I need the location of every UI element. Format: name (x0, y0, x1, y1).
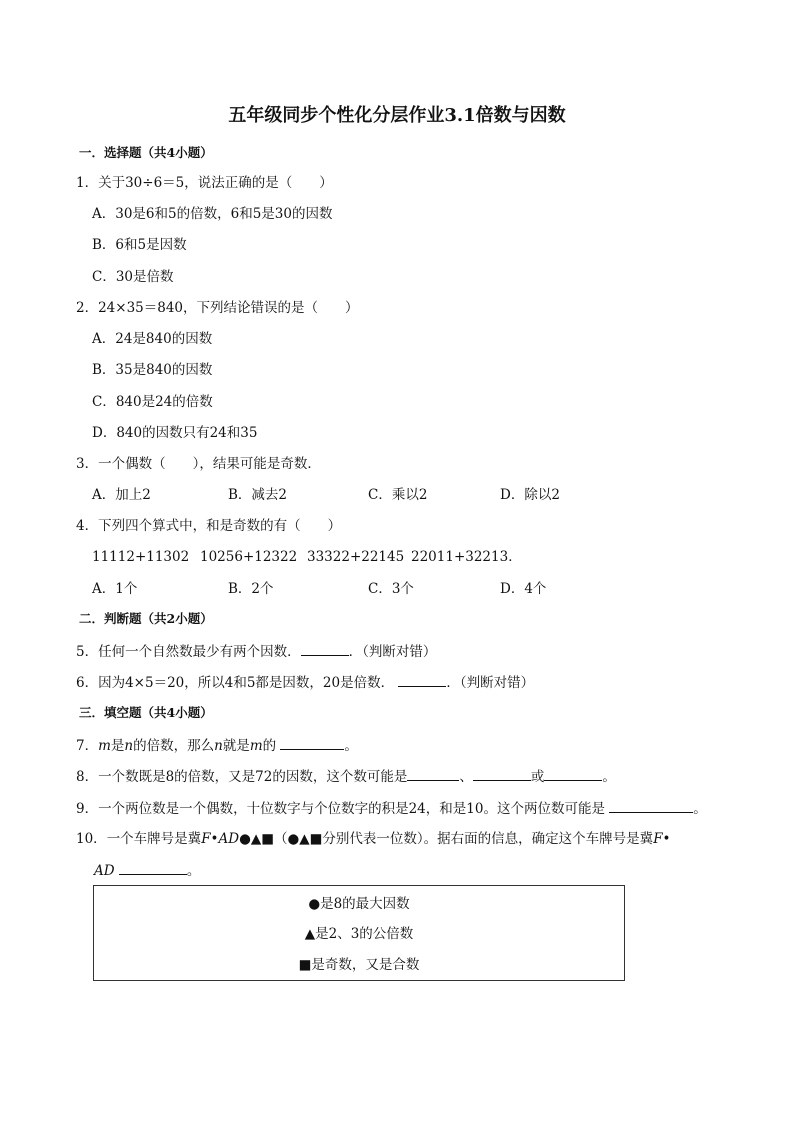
question-4-expression: 33322+22145 (307, 549, 405, 565)
question-2-option-d: D．840的因数只有24和35 (92, 425, 258, 441)
question-10-text: ●▲■（●▲■分别代表一位数）。据右面的信息，确定这个车牌号是冀 (239, 831, 654, 847)
answer-blank[interactable] (609, 798, 693, 813)
answer-blank[interactable] (280, 735, 344, 750)
question-2-stem: 2．24×35＝840，下列结论错误的是（ ） (76, 300, 359, 316)
page-title: 五年级同步个性化分层作业3.1倍数与因数 (228, 105, 566, 126)
question-7 (76, 735, 358, 756)
question-4-option-c: C．3个 (368, 581, 414, 597)
question-1-option-c: C．30是倍数 (92, 269, 174, 285)
question-1-option-a: A．30是6和5的倍数，6和5是30的因数 (92, 206, 333, 222)
question-8 (76, 766, 616, 787)
question-4-expression: 22011+32213． (411, 549, 522, 565)
question-3-option-b: B．减去2 (228, 487, 288, 503)
variable-m: m (98, 738, 111, 754)
clue-square: ■是奇数，又是合数 (298, 957, 420, 973)
clue-box (93, 885, 625, 981)
question-7-text: 是 (110, 738, 125, 754)
section-heading-fill-in: 三．填空题（共4小题） (79, 705, 213, 720)
question-7-number: 7． (76, 738, 99, 754)
question-10-number: 10． (76, 831, 107, 847)
question-7-text: 的倍数，那么 (133, 738, 215, 754)
question-8-end: 。 (602, 769, 616, 785)
question-1-option-b: B．6和5是因数 (92, 237, 187, 253)
question-7-text: 的 (262, 738, 277, 754)
variable-n: n (214, 738, 223, 754)
question-7-text: 就是 (222, 738, 250, 754)
question-9-text: 9．一个两位数是一个偶数，十位数字与个位数字的积是24，和是10。这个两位数可能是 (76, 801, 605, 817)
question-9 (76, 798, 707, 819)
question-6-text: 6．因为4×5＝20，所以4和5都是因数，20是倍数． (76, 675, 395, 691)
question-10-text: 一个车牌号是冀 (106, 831, 202, 847)
question-4-stem: 4．下列四个算式中，和是奇数的有（ ） (76, 518, 342, 534)
question-9-end: 。 (693, 801, 707, 817)
question-4-option-a: A．1个 (92, 581, 138, 597)
variable-n: n (124, 738, 134, 754)
section-heading-judgement: 二．判断题（共2小题） (79, 611, 213, 626)
plate-prefix: AD (94, 863, 115, 879)
question-4-expression: 11112+11302 (92, 549, 190, 565)
question-8-text: 8．一个数既是8的倍数，又是72的因数，这个数可能是 (76, 769, 408, 785)
variable-m: m (249, 738, 263, 754)
clue-triangle: ▲是2、3的公倍数 (304, 926, 414, 942)
answer-blank[interactable] (119, 860, 187, 875)
question-4-option-b: B．2个 (228, 581, 274, 597)
question-3-stem: 3．一个偶数（ ），结果可能是奇数． (76, 456, 321, 472)
separator: 或 (530, 769, 545, 785)
question-4-option-d: D．4个 (500, 581, 547, 597)
separator: 、 (459, 769, 473, 785)
question-7-end: 。 (344, 738, 358, 754)
plate-prefix: F• (653, 831, 671, 847)
question-2-option-c: C．840是24的倍数 (92, 394, 213, 410)
question-6 (76, 672, 534, 693)
question-1-stem: 1．关于30÷6＝5，说法正确的是（ ） (76, 175, 333, 191)
answer-blank[interactable] (398, 672, 446, 687)
question-6-suffix: ．（判断对错） (446, 675, 535, 691)
question-5 (76, 641, 436, 662)
answer-blank[interactable] (301, 641, 349, 656)
question-4-expression: 10256+12322 (200, 549, 298, 565)
plate-prefix: F•AD (201, 831, 240, 847)
answer-blank[interactable] (407, 766, 459, 781)
question-5-suffix: ．（判断对错） (348, 644, 437, 660)
question-3-option-a: A．加上2 (92, 487, 151, 503)
question-10 (76, 829, 671, 849)
question-10-continued (94, 860, 200, 881)
question-3-option-c: C．乘以2 (368, 487, 428, 503)
question-2-option-b: B．35是840的因数 (92, 362, 213, 378)
answer-blank[interactable] (544, 766, 602, 781)
question-3-option-d: D．除以2 (500, 487, 560, 503)
answer-blank[interactable] (473, 766, 531, 781)
question-2-option-a: A．24是840的因数 (92, 331, 213, 347)
question-10-end: 。 (186, 863, 201, 879)
question-5-text: 5．任何一个自然数最少有两个因数． (76, 644, 301, 660)
section-heading-choice: 一．选择题（共4小题） (79, 145, 213, 160)
clue-circle: ●是8的最大因数 (308, 896, 410, 912)
